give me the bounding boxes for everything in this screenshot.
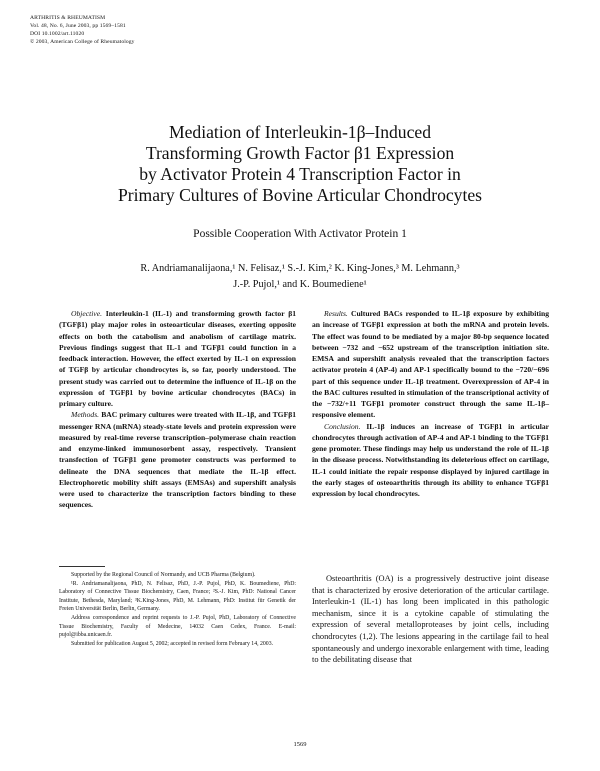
abstract-methods — [59, 409, 296, 510]
footnote: Address correspondence and reprint requests to J.-P. Pujol, PhD, Laboratory of Connective Tissue Biochemistry, Faculty of Medecine, 14032 Caen Cedex, France. E-mail: pujol@ibba.unicaen.fr. — [59, 614, 296, 639]
journal-header — [30, 14, 135, 46]
author-list — [60, 261, 540, 293]
objective-label: Objective. — [71, 309, 102, 318]
body-text — [312, 573, 549, 666]
article-title — [60, 122, 540, 206]
doi: DOI 10.1002/art.11020 — [30, 31, 85, 37]
footnote: Supported by the Regional Council of Normandy, and UCB Pharma (Belgium). — [71, 572, 256, 578]
page-number: 1569 — [293, 741, 307, 748]
abstract-objective — [59, 308, 296, 409]
footnote: ¹R. Andriamanalijaona, PhD, N. Felisaz, PhD, J.-P. Pujol, PhD, K. Boumediene, PhD: Laboratory of Connective Tissue Biochemistry, Caen, France; ²S.-J. Kim, PhD: National Cancer Institute, Bethesda, Maryland; ³K.King-Jones, PhD, M. Lehmann, PhD: Institut für Genetik der Freien Universität Berlin, Berlin, Germany. — [59, 580, 296, 613]
methods-text: BAC primary cultures were treated with IL-1β, and TGFβ1 messenger RNA (mRNA) steady-state levels and protein expression were measured by real-time reverse transcription–polymerase chain reaction and enzyme-linked immunosorbent assay, respectively. Transient transfection of TGFβ1 gene promoter constructs was performed to delineate the DNA sequences that mediate the IL-1β effect. Electrophoretic mobility shift assays (EMSAs) and supershift analysis were used to characterize the transcription factors binding to these sequences. — [59, 410, 297, 510]
intro-paragraph: Osteoarthritis (OA) is a progressively destructive joint disease that is characterized by erosive deterioration of the articular cartilage. Interleukin-1 (IL-1) has long been implicated in this pathologic mechanism, since it is a cytokine capable of stimulating the expression of several metalloproteases by joint cells, including chondrocytes (1,2). The lesions appearing in the cartilage fail to heal spontaneously and undergo inexorable enlargement with time, leading to the debilitating disease that — [312, 574, 549, 665]
footnotes — [59, 571, 296, 648]
footnote-divider — [59, 566, 105, 567]
results-label: Results. — [324, 309, 348, 318]
title-line: Mediation of Interleukin-1β–Induced — [168, 122, 432, 142]
abstract-right-column — [312, 308, 549, 499]
abstract-left-column — [59, 308, 296, 511]
volume-info: Vol. 48, No. 6, June 2003, pp 1569–1581 — [30, 23, 126, 29]
authors-line-2: J.-P. Pujol,¹ and K. Boumediene¹ — [233, 279, 367, 290]
abstract-results — [312, 308, 549, 421]
conclusion-label: Conclusion. — [324, 421, 361, 431]
article-subtitle: Possible Cooperation With Activator Protein 1 — [193, 228, 407, 240]
copyright: © 2003, American College of Rheumatology — [30, 39, 135, 45]
abstract-conclusion — [312, 421, 549, 500]
title-line: Primary Cultures of Bovine Articular Chondrocytes — [117, 185, 483, 205]
title-line: Transforming Growth Factor β1 Expression — [145, 143, 455, 163]
journal-name: ARTHRITIS & RHEUMATISM — [30, 15, 106, 21]
methods-label: Methods. — [71, 410, 100, 420]
authors-line-1: R. Andriamanalijaona,¹ N. Felisaz,¹ S.-J. Kim,² K. King-Jones,³ M. Lehmann,³ — [140, 263, 460, 274]
objective-text: Interleukin-1 (IL-1) and transforming growth factor β1 (TGFβ1) play major roles in osteoarticular diseases, exerting opposite effects on both the catabolism and anabolism of cartilage matrix. Previous findings suggest that IL-1 and TGFβ1 could function in a feedback interaction. However, the effect exerted by IL-1 on expression of TGFβ by articular chondrocytes is, so far, poorly understood. The present study was carried out to determine the influence of IL-1β on the expression of TGFβ1 by bovine articular chondrocytes (BACs) in primary culture. — [59, 309, 296, 408]
results-text: Cultured BACs responded to IL-1β exposure by exhibiting an increase of TGFβ1 expression at both the mRNA and protein levels. The effect was found to be mediated by a major 80-bp sequence located between −732 and −652 upstream of the transcription initiation site. EMSA and supershift analysis revealed that the transcription factors activator protein 4 (AP-4) and AP-1 specifically bound to the −720/−696 part of this sequence under IL-1β treatment. Overexpression of AP-4 in the BAC cultures resulted in stimulation of the transcriptional activity of the −732/+11 TGFβ1 promoter construct through the same IL-1β–responsive element. — [312, 309, 549, 420]
title-line: by Activator Protein 4 Transcription Factor in — [139, 164, 461, 184]
conclusion-text: IL-1β induces an increase of TGFβ1 in articular chondrocytes through activation of AP-4 and AP-1 binding to the TGFβ1 gene promoter. These findings may help us understand the role of IL-1β in the disease process. Notwithstanding its deleterious effect on cartilage, IL-1 could initiate the repair response displayed by injured cartilage in the early stages of osteoarthritis through its ability to enhance TGFβ1 expression by local chondrocytes. — [312, 421, 549, 498]
footnote: Submitted for publication August 5, 2002; accepted in revised form February 14, 2003. — [71, 640, 274, 647]
